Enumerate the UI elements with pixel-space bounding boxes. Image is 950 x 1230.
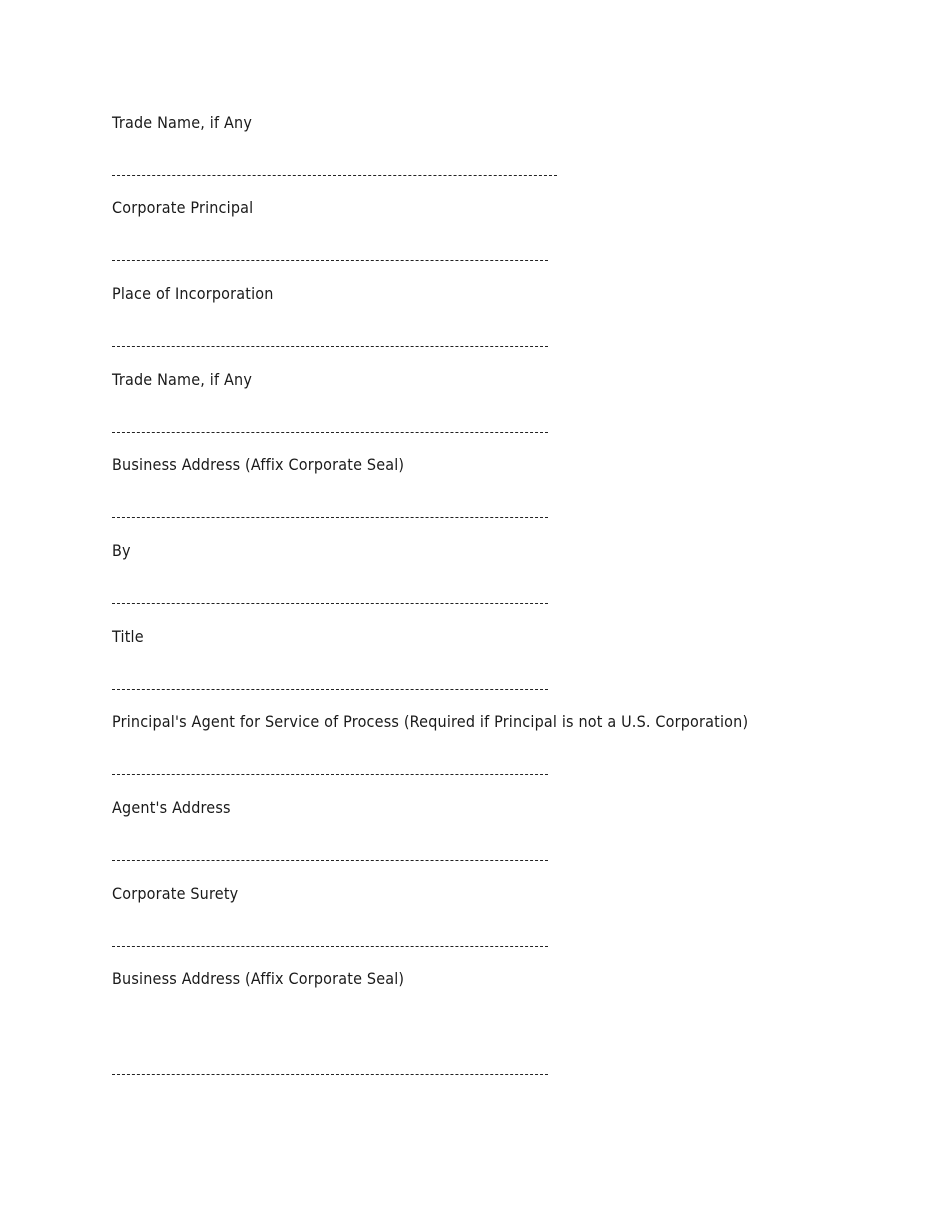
field-label-by: By bbox=[112, 541, 131, 560]
field-label-surety-business-address: Business Address (Affix Corporate Seal) bbox=[112, 969, 405, 988]
signature-line bbox=[112, 1074, 548, 1075]
signature-line bbox=[112, 860, 548, 861]
signature-line bbox=[112, 603, 548, 604]
signature-line bbox=[112, 432, 548, 433]
signature-line bbox=[112, 689, 548, 690]
field-label-trade-name: Trade Name, if Any bbox=[112, 113, 253, 132]
field-label-agent-for-service: Principal's Agent for Service of Process (Required if Principal is not a U.S. Corporation) bbox=[112, 712, 749, 731]
field-label-business-address: Business Address (Affix Corporate Seal) bbox=[112, 455, 405, 474]
signature-line bbox=[112, 346, 548, 347]
field-label-corporate-surety: Corporate Surety bbox=[112, 884, 239, 903]
field-label-title: Title bbox=[112, 627, 144, 646]
field-label-place-of-incorporation: Place of Incorporation bbox=[112, 284, 274, 303]
field-label-corporate-principal: Corporate Principal bbox=[112, 198, 254, 217]
field-label-trade-name-2: Trade Name, if Any bbox=[112, 370, 253, 389]
signature-line bbox=[112, 774, 548, 775]
signature-line bbox=[112, 175, 557, 176]
field-label-agent-address: Agent's Address bbox=[112, 798, 231, 817]
signature-line bbox=[112, 260, 548, 261]
signature-line bbox=[112, 946, 548, 947]
signature-line bbox=[112, 517, 548, 518]
